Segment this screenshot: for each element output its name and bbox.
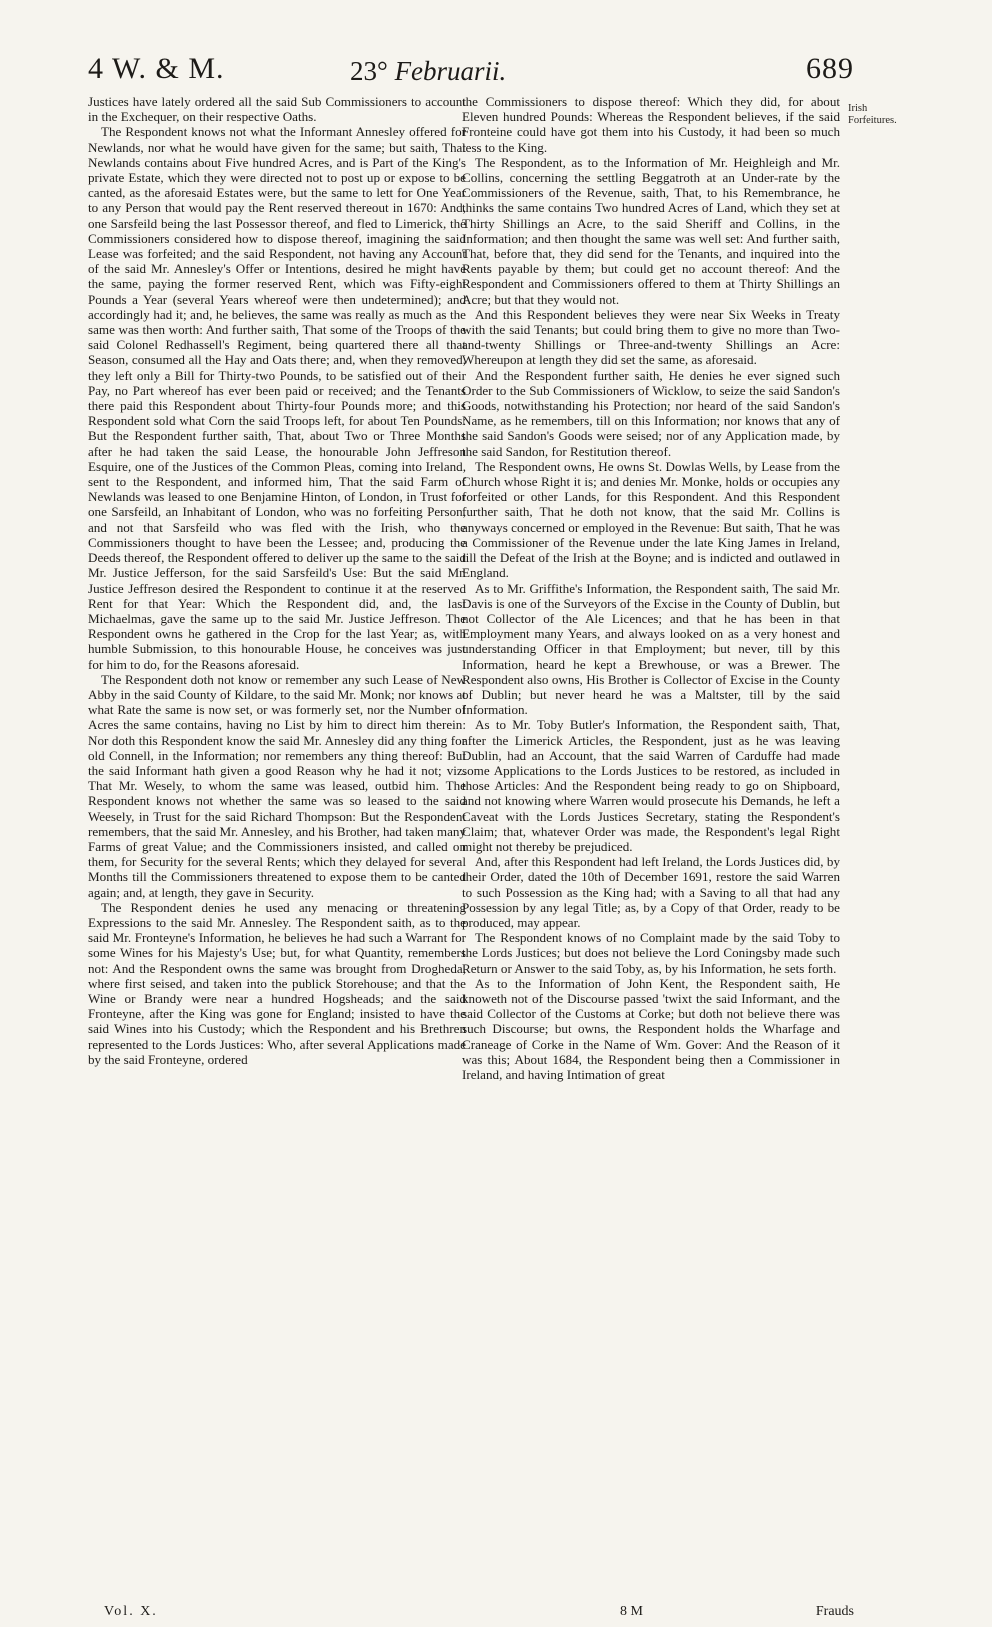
paragraph: The Respondent doth not know or remember any such Lease of New Abby in the said County of Kildare, to the said Mr. Monk; nor knows at what Rate the same is now set, or was formerly set, nor the Number of Acres the same contains, having no List by him to direct him therein: Nor doth this Respondent know the said Mr. Annesley did any thing for old Connell, in the Information; nor remembers any thing thereof: But the said Informant hath given a good Reason why he had it not; viz. That Mr. Wesely, to whom the same was leased, outbid him. The Respondent knows not whether the same was so leased to the said Weesely, in Trust for the said Richard Thompson: But the Respondent remembers, that the said Mr. Annesley, and his Brother, had taken many Farms of great Value; and the Commissioners insisted, and called on them, for Security for the several Rents; which they delayed for several Months till the Commissioners threatened to expose them to be canted again; and, at length, they gave in Security. [88,671,466,900]
paragraph: As to Mr. Griffithe's Information, the Respondent saith, The said Mr. Davis is one of the Surveyors of the Excise in the County of Dublin, but not Collector of the Ale Licences; and that he has been in that Employment many Years, and always looked on as a very honest and understanding Officer in that Employment; but never, till by this Information, heard he kept a Brewhouse, or was a Brewer. The Respondent also owns, His Brother is Collector of Excise in the County of Dublin; but never heard he was a Maltster, till by the said Information. [462,580,840,718]
margin-note: Irish Forfeitures. [848,103,897,126]
paragraph: And the Respondent further saith, He denies he ever signed such Order to the Sub Commissioners of Wicklow, to seize the said Sandon's Goods, notwithstanding his Protection; nor heard of the said Sandon's Name, as he remembers, till on this Information; nor knows that any of the said Sandon's Goods were seised; nor of any Application made, by the said Sandon, for Restitution thereof. [462,367,840,459]
paragraph: The Respondent denies he used any menacing or threatening Expressions to the said Mr. Annesley. The Respondent saith, as to the said Mr. Fronteyne's Information, he believes he had such a Warrant for some Wines for his Majesty's Use; but, for what Quantity, remembers not: And the Respondent owns the same was brought from Drogheda, where first seised, and taken into the publick Storehouse; and that the Wine or Brandy were near a hundred Hogsheads; and the said Fronteyne, after the King was gone for England; insisted to have the said Wines into his Custody; which the Respondent and his Brethren represented to the Lords Justices: Who, after several Applications made by the said Fronteyne, ordered [88,899,466,1067]
paragraph: Justices have lately ordered all the said Sub Commissioners to account in the Exchequer, on their respective Oaths. [88,94,466,125]
session-day: 23° [350,56,388,86]
regnal-year: 4 W. & M. [88,52,225,85]
session-month: Februarii. [394,56,507,86]
page-number: 689 [806,52,854,85]
catchword: Frauds [815,1604,854,1619]
paragraph: The Respondent, as to the Information of Mr. Heighleigh and Mr. Collins, concerning the settling Beggatroth at an Under-rate by the Commissioners of the Revenue, saith, That, to his Remembrance, he thinks the same contains Two hundred Acres of Land, which they set at Thirty Shillings an Acre, to the said Sheriff and Collins, in the Information; and then thought the same was well set: And further saith, That, before that, they did send for the Tenants, and inquired into the Rents payable by them; but could get no account thereof: And the Respondent and Commissioners offered to them at Thirty Shillings an Acre; but that they would not. [462,154,840,307]
signature-mark: 8 M [620,1604,643,1619]
paragraph: The Respondent knows of no Complaint made by the said Toby to the Lords Justices; but does not believe the Lord Coningsby made such Return or Answer to the said Toby, as, by his Information, he sets forth. [462,930,840,976]
paragraph: And this Respondent believes they were near Six Weeks in Treaty with the said Tenants; but could bring them to give no more than Two-and-twenty Shillings or Three-and-twenty Shillings an Acre: Whereupon at length they did set the same, as aforesaid. [462,306,840,368]
paragraph: The Respondent owns, He owns St. Dowlas Wells, by Lease from the Church whose Right it is; and denies Mr. Monke, holds or occupies any forfeited or other Lands, for this Respondent. And this Respondent further saith, That he doth not know, that the said Mr. Collins is anyways concerned or employed in the Revenue: But saith, That he was a Commissioner of the Revenue under the late King James in Ireland, till the Defeat of the Irish at the Boyne; and is indicted and outlawed in England. [462,458,840,581]
paragraph: As to Mr. Toby Butler's Information, the Respondent saith, That, after the Limerick Articles, the Respondent, just as he was leaving Dublin, had an Account, that the said Warren of Carduffe had made some Applications to the Lords Justices to be restored, as included in those Articles: And the Respondent being ready to go on Shipboard, and not knowing where Warren would prosecute his Demands, he left a Caveat with the Lords Justices Secretary, stating the Respondent's Claim; that, whatever Order was made, the Respondent's legal Right might not thereby be prejudiced. [462,717,840,854]
volume-label: Vol. X. [104,1604,158,1619]
page-header [88,48,854,98]
right-column [462,94,840,1082]
paragraph: The Respondent knows not what the Informant Annesley offered for Newlands, nor what he would have given for the same; but saith, That Newlands contains about Five hundred Acres, and is Part of the King's private Estate, which they were directed not to post up or expose to be canted, as the aforesaid Estates were, but the same to lett for One Year to any Person that would pay the Rent reserved thereout in 1670: And, one Sarsfeild being the last Possessor thereof, and fled to Limerick, the Commissioners considered how to dispose thereof, imagining the said Lease was forfeited; and the said Respondent, not having any Account of the said Mr. Annesley's Offer or Intentions, desired he might have the same, paying the former reserved Rent, which was Fifty-eight Pounds a Year (several Years whereof were then undetermined); and accordingly had it; and, he believes, the same was really as much as the same was then worth: And further saith, That some of the Troops of the said Colonel Redhassell's Regiment, being quartered there all that Season, consumed all the Hay and Oats there; and, when they removed, they left only a Bill for Thirty-two Pounds, to be satisfied out of their Pay, no Part whereof has ever been paid or received; and the Tenants there paid this Respondent about Thirty-four Pounds more; and this Respondent sold what Corn the said Troops left, for about Ten Pounds: But the Respondent further saith, That, about Two or Three Months after he had taken the said Lease, the honourable John Jeffreson Esquire, one of the Justices of the Common Pleas, coming into Ireland, sent to the Respondent, and informed him, That the said Farm of Newlands was leased to one Benjamine Hinton, of London, in Trust for one Sarsfeild, an Inhabitant of London, who was no forfeiting Person, and not that Sarsfeild who was fled with the Irish, who the Commissioners thought to have been the Lessee; and, producing the Deeds thereof, the Respondent offered to deliver up the same to the said Mr. Justice Jefferson, for the said Sarsfeild's Use: But the said Mr. Justice Jeffreson desired the Respondent to continue it at the reserved Rent for that Year: Which the Respondent did, and, the last Michaelmas, gave the same up to the said Mr. Justice Jeffreson. The Respondent owns he gathered in the Crop for the last Year; as, with humble Submission, to this honourable House, he conceives was just for him to do, for the Reasons aforesaid. [88,124,466,672]
paragraph: the Commissioners to dispose thereof: Which they did, for about Eleven hundred Pounds: Whereas the Respondent believes, if the said Fronteine could have got them into his Custody, it had been so much less to the King. [462,94,840,155]
left-column [88,94,466,1067]
session-date [350,56,506,87]
paragraph: And, after this Respondent had left Ireland, the Lords Justices did, by their Order, dated the 10th of December 1691, restore the said Warren to such Possession as the King had; with a Saving to all that had any Possession by any legal Title; as, by a Copy of that Order, ready to be produced, may appear. [462,854,840,930]
page-footer [88,1604,854,1626]
paragraph: As to the Information of John Kent, the Respondent saith, He knoweth not of the Discourse passed 'twixt the said Informant, and the said Collector of the Customs at Corke; but doth not believe there was such Discourse; but owns, the Respondent holds the Wharfage and Craneage of Corke in the Name of Wm. Gover: And the Reason of it was this; About 1684, the Respondent being then a Commissioner in Ireland, and having Intimation of great [462,975,840,1082]
